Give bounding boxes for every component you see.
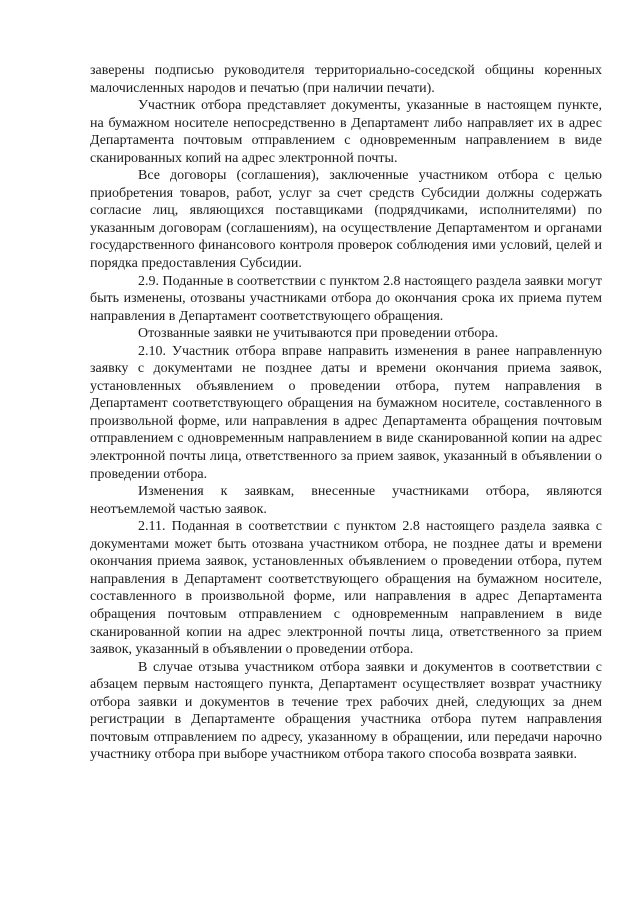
document-page <box>90 62 602 764</box>
paragraph-4: 2.9. Поданные в соответствии с пунктом 2.8 настоящего раздела заявки могут быть изменены, отозваны участниками отбора до окончания срока их приема путем направления в Департамент соответствующего обращения. <box>90 273 602 324</box>
paragraph-7: Изменения к заявкам, внесенные участниками отбора, являются неотъемлемой частью заявок. <box>90 484 602 517</box>
paragraph-2: Участник отбора представляет документы, указанные в настоящем пункте, на бумажном носителе непосредственно в Департамент либо направляет их в адрес Департамента почтовым отправлением с одновременным направлением в виде сканированных копий на адрес электронной почты. <box>90 98 602 166</box>
paragraph-5: Отозванные заявки не учитываются при проведении отбора. <box>138 326 499 342</box>
paragraph-3: Все договоры (соглашения), заключенные участником отбора с целью приобретения товаров, работ, услуг за счет средств Субсидии должны содержать согласие лиц, являющихся поставщиками (подрядчиками, исполнителями) по указанным договорам (соглашениям), на осуществление Департаментом и органами государственного финансового контроля проверок соблюдения ими условий, целей и порядка предоставления Субсидии. <box>90 168 602 272</box>
paragraph-6: 2.10. Участник отбора вправе направить изменения в ранее направленную заявку с документами не позднее даты и времени окончания приема заявок, установленных объявлением о проведении отбора, путем направления в Департамент соответствующего обращения на бумажном носителе, составленного в произвольной форме, или направления в адрес Департамента обращения почтовым отправлением с одновременным направлением в виде сканированной копии на адрес электронной почты лица, ответственного за прием заявок, указанный в объявлении о проведении отбора. <box>90 343 602 482</box>
paragraph-9: В случае отзыва участником отбора заявки и документов в соответствии с абзацем первым настоящего пункта, Департамент осуществляет возврат участнику отбора заявки и документов в течение трех рабочих дней, следующих за днем регистрации в Департаменте обращения участника отбора путем направления почтовым отправлением по адресу, указанному в обращении, или передачи нарочно участнику отбора при выборе участником отбора такого способа возврата заявки. <box>90 659 602 763</box>
paragraph-8: 2.11. Поданная в соответствии с пунктом 2.8 настоящего раздела заявка с документами может быть отозвана участником отбора, не позднее даты и времени окончания приема заявок, установленных объявлением о проведении отбора, путем направления в Департамент соответствующего обращения на бумажном носителе, составленного в произвольной форме, или направления в адрес Департамента обращения почтовым отправлением с одновременным направлением в виде сканированной копии на адрес электронной почты лица, ответственного за прием заявок, указанный в объявлении о проведении отбора. <box>90 519 602 658</box>
paragraph-1: заверены подписью руководителя территориально-соседской общины коренных малочисленных народов и печатью (при наличии печати). <box>90 63 602 96</box>
